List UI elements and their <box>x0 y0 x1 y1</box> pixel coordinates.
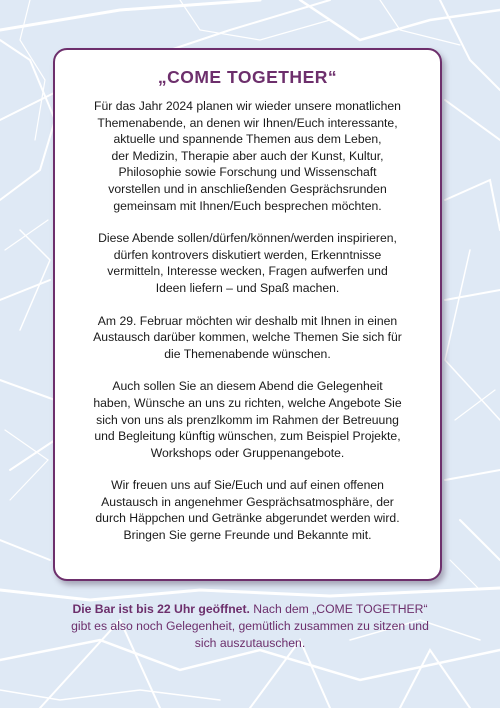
paragraph-line: sich von uns als prenzlkomm im Rahmen der Betreuung <box>96 412 399 427</box>
paragraph-line: Am 29. Februar möchten wir deshalb mit Ihnen in einen <box>97 313 398 328</box>
paragraph-line: Diese Abende sollen/dürfen/können/werden inspirieren, <box>98 231 397 246</box>
card-body <box>69 98 426 544</box>
card-paragraph <box>69 477 426 543</box>
footer-line-2: gibt es also noch Gelegenheit, gemütlich zusammen zu sitzen und <box>71 619 429 633</box>
paragraph-line: vermitteln, Interesse wecken, Fragen aufwerfen und <box>107 264 388 279</box>
paragraph-line: die Themenabende wünschen. <box>164 346 331 361</box>
paragraph-line: vorstellen und in anschließenden Gesprächsrunden <box>108 181 387 196</box>
card-paragraph <box>69 98 426 214</box>
paragraph-line: Wir freuen uns auf Sie/Euch und auf einen offenen <box>111 478 384 493</box>
paragraph-line: Bringen Sie gerne Freunde und Bekannte mit. <box>123 528 372 543</box>
paragraph-line: gemeinsam mit Ihnen/Euch besprechen möchten. <box>113 198 382 213</box>
paragraph-line: Workshops oder Gruppenangebote. <box>150 445 345 460</box>
footer-line-3: sich auszutauschen. <box>194 636 306 650</box>
footer-line-1 <box>30 601 470 618</box>
card-paragraph <box>69 313 426 363</box>
paragraph-line: aktuelle und spannende Themen aus dem Leben, <box>113 132 382 147</box>
card-paragraph <box>69 378 426 461</box>
paragraph-line: Austausch in angenehmer Gesprächsatmosphäre, der <box>101 494 394 509</box>
paragraph-line: Für das Jahr 2024 planen wir wieder unsere monatlichen <box>94 99 401 113</box>
paragraph-line: dürfen kontrovers diskutiert werden, Erkenntnisse <box>113 247 382 262</box>
footer-line-1-rest: Nach dem „COME TOGETHER“ <box>249 602 428 616</box>
footer-bold-text: Die Bar ist bis 22 Uhr geöffnet. <box>72 602 250 616</box>
card-title: „COME TOGETHER“ <box>157 67 338 87</box>
paragraph-line: durch Häppchen und Getränke abgerundet werden wird. <box>95 511 400 526</box>
paragraph-line: Austausch darüber kommen, welche Themen Sie sich für <box>93 330 402 345</box>
paragraph-line: haben, Wünsche an uns zu richten, welche Angebote Sie <box>93 395 402 410</box>
card-paragraph <box>69 230 426 296</box>
event-info-card <box>53 48 442 581</box>
paragraph-line: der Medizin, Therapie aber auch der Kunst, Kultur, <box>111 148 384 163</box>
paragraph-line: Auch sollen Sie an diesem Abend die Gelegenheit <box>112 379 383 394</box>
paragraph-line: Themenabende, an denen wir Ihnen/Euch interessante, <box>97 115 398 130</box>
paragraph-line: und Begleitung künftig wünschen, zum Beispiel Projekte, <box>94 429 401 444</box>
footer-note <box>30 601 470 652</box>
paragraph-line: Philosophie sowie Forschung und Wissenschaft <box>118 165 377 180</box>
paragraph-line: Ideen liefern – und Spaß machen. <box>155 280 340 295</box>
